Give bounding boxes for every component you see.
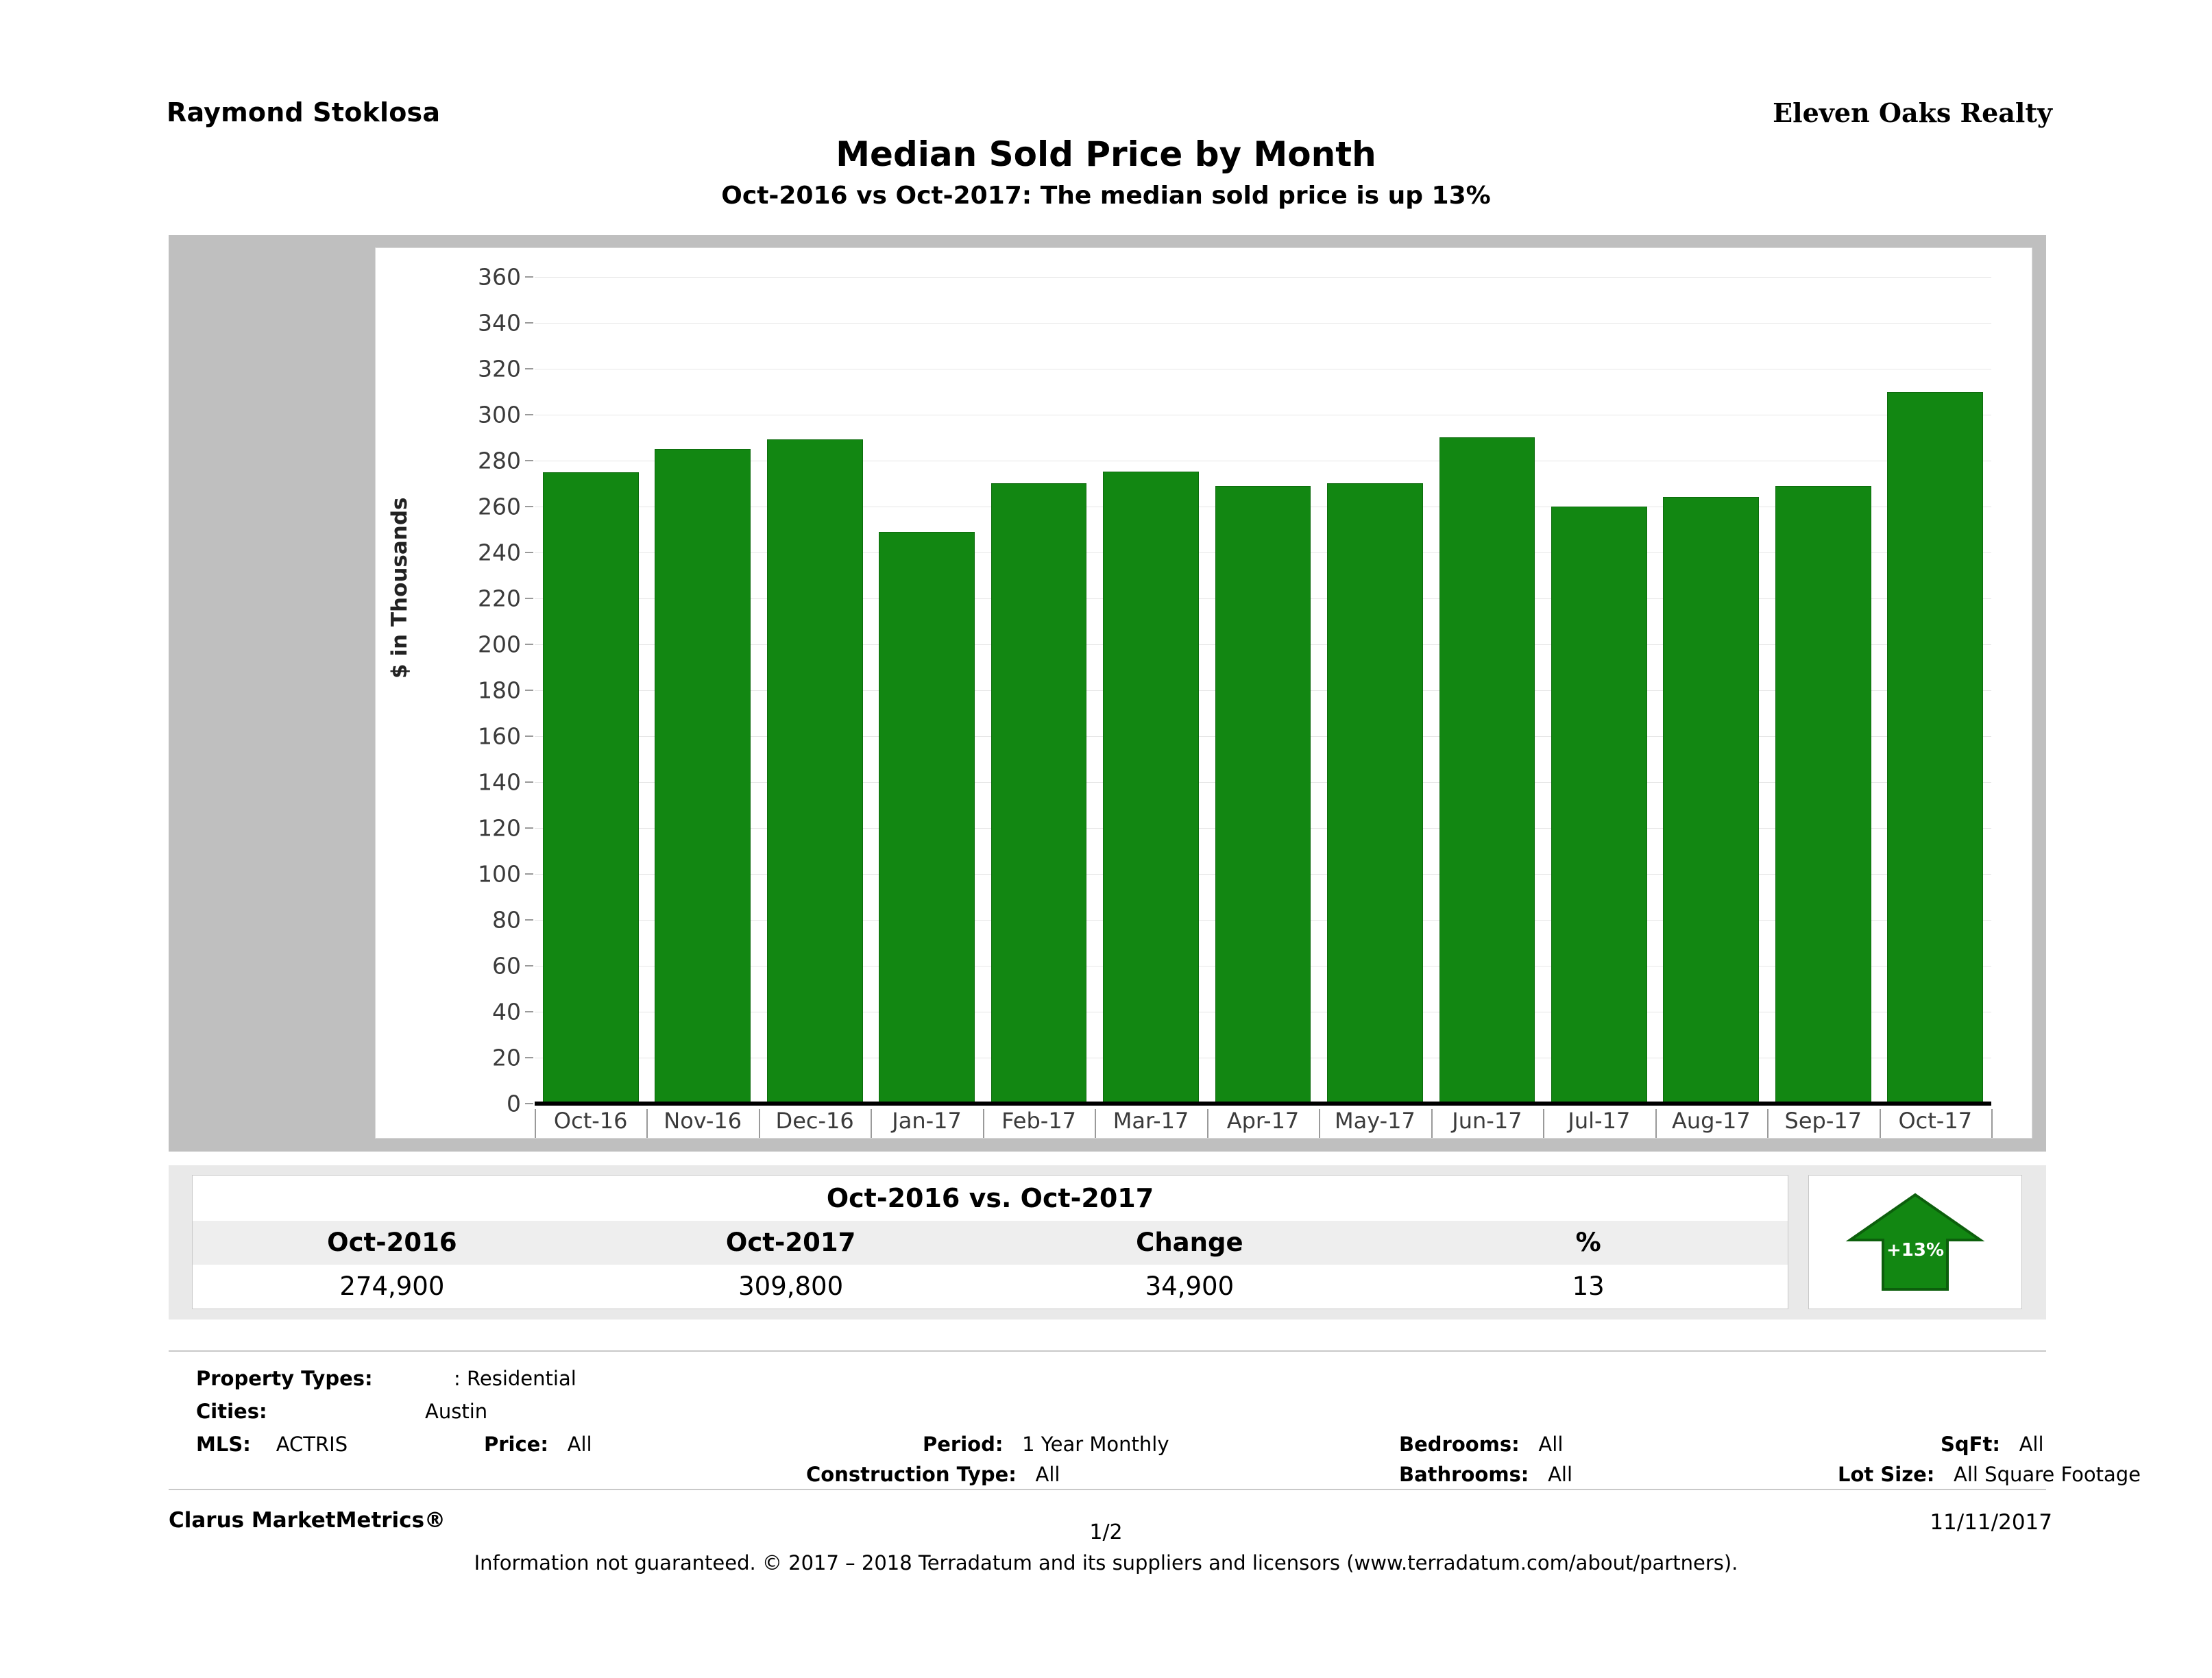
x-tick-separator [1207, 1109, 1208, 1138]
y-tick-label: 300 [478, 401, 521, 428]
bar [1103, 472, 1199, 1104]
bar [1663, 497, 1759, 1104]
criteria-property-types [196, 1367, 576, 1390]
y-tick-label: 340 [478, 309, 521, 337]
x-tick-label: Nov-16 [664, 1108, 742, 1134]
comparison-value-row [193, 1265, 1788, 1309]
x-tick-label: Oct-16 [553, 1108, 628, 1134]
bar [991, 483, 1087, 1104]
y-tick-label: 80 [492, 906, 521, 934]
criteria-bedrooms-label: Bedrooms: [1399, 1433, 1520, 1456]
y-axis-title: $ in Thousands [387, 497, 412, 679]
y-tick-mark [525, 690, 533, 691]
x-tick-label: Oct-17 [1898, 1108, 1973, 1134]
criteria-property-types-label: Property Types: [196, 1367, 373, 1390]
y-tick-label: 200 [478, 631, 521, 658]
y-tick-label: 120 [478, 814, 521, 842]
y-tick-mark [525, 919, 533, 921]
criteria-sqft-label: SqFt: [1941, 1433, 2000, 1456]
y-axis-tick-labels [411, 254, 528, 1117]
comparison-header-row [193, 1221, 1788, 1265]
y-tick-label: 100 [478, 860, 521, 888]
x-tick-label: Dec-16 [775, 1108, 854, 1134]
x-tick-separator [646, 1109, 648, 1138]
comparison-column-header: % [1575, 1228, 1601, 1257]
comparison-value-cell: 309,800 [738, 1272, 844, 1301]
y-tick-mark [525, 827, 533, 829]
criteria-bathrooms-label: Bathrooms: [1399, 1463, 1529, 1486]
x-tick-separator [1655, 1109, 1657, 1138]
comparison-title: Oct-2016 vs. Oct-2017 [193, 1176, 1788, 1221]
x-tick-label: Jan-17 [892, 1108, 962, 1134]
footer-brand: Clarus MarketMetrics® [169, 1508, 446, 1533]
y-tick-label: 240 [478, 539, 521, 566]
y-tick-mark [525, 873, 533, 875]
criteria-period-value: 1 Year Monthly [1022, 1433, 1169, 1456]
y-tick-label: 280 [478, 447, 521, 474]
criteria-sqft [1941, 1433, 2044, 1456]
y-tick-label: 220 [478, 585, 521, 612]
y-tick-mark [525, 276, 533, 278]
y-tick-mark [525, 644, 533, 645]
brokerage-name: Eleven Oaks Realty [1773, 97, 2052, 128]
comparison-panel [169, 1165, 2046, 1320]
x-tick-label: Jul-17 [1568, 1108, 1631, 1134]
bar [1439, 437, 1535, 1104]
criteria-lot-size-label: Lot Size: [1838, 1463, 1935, 1486]
y-tick-mark [525, 460, 533, 461]
y-tick-label: 140 [478, 768, 521, 796]
x-tick-separator [871, 1109, 872, 1138]
y-tick-mark [525, 368, 533, 369]
bar [1215, 486, 1311, 1104]
criteria-period-label: Period: [923, 1433, 1004, 1456]
bar [879, 532, 975, 1104]
footer-date: 11/11/2017 [1930, 1510, 2052, 1535]
x-tick-label: Apr-17 [1226, 1108, 1300, 1134]
x-tick-label: Mar-17 [1113, 1108, 1189, 1134]
y-tick-mark [525, 781, 533, 783]
criteria-price [484, 1433, 592, 1456]
y-tick-label: 60 [492, 952, 521, 980]
x-axis-line [535, 1102, 1991, 1106]
x-tick-label: Sep-17 [1784, 1108, 1862, 1134]
y-tick-mark [525, 1103, 533, 1104]
x-tick-separator [1431, 1109, 1433, 1138]
x-tick-label: Jun-17 [1452, 1108, 1522, 1134]
criteria-lot-size-value: All Square Footage [1954, 1463, 2141, 1486]
y-tick-mark [525, 965, 533, 966]
criteria-lot-size [1838, 1463, 2141, 1486]
y-tick-mark [525, 598, 533, 599]
bar [1887, 392, 1983, 1104]
comparison-table [192, 1175, 1788, 1309]
page-title: Median Sold Price by Month [836, 134, 1376, 174]
criteria-bathrooms-value: All [1548, 1463, 1573, 1486]
y-tick-mark [525, 1057, 533, 1058]
bar [1327, 483, 1423, 1104]
y-tick-mark [525, 506, 533, 507]
x-tick-label: Aug-17 [1671, 1108, 1751, 1134]
criteria-bedrooms-value: All [1538, 1433, 1564, 1456]
search-criteria [169, 1350, 2141, 1490]
y-tick-label: 160 [478, 722, 521, 750]
criteria-property-types-value: : Residential [454, 1367, 576, 1390]
agent-name: Raymond Stoklosa [167, 97, 441, 127]
comparison-value-cell: 274,900 [339, 1272, 445, 1301]
comparison-value-cell: 13 [1572, 1272, 1605, 1301]
comparison-value-cell: 34,900 [1145, 1272, 1235, 1301]
y-tick-mark [525, 735, 533, 737]
x-tick-separator [1095, 1109, 1096, 1138]
x-tick-label: Feb-17 [1001, 1108, 1077, 1134]
criteria-sqft-value: All [2019, 1433, 2044, 1456]
comparison-column-header: Oct-2017 [725, 1228, 856, 1257]
criteria-mls-label: MLS: [196, 1433, 251, 1456]
y-tick-mark [525, 414, 533, 415]
y-tick-label: 20 [492, 1044, 521, 1071]
y-tick-mark [525, 552, 533, 553]
y-tick-label: 320 [478, 355, 521, 382]
criteria-period [923, 1433, 1169, 1456]
change-badge-label: +13% [1886, 1239, 1945, 1261]
x-tick-separator [1543, 1109, 1544, 1138]
y-tick-label: 180 [478, 677, 521, 704]
y-tick-mark [525, 1011, 533, 1012]
change-badge [1808, 1175, 2022, 1309]
criteria-cities-value: Austin [425, 1400, 488, 1423]
criteria-cities [196, 1400, 487, 1423]
criteria-construction-type [806, 1463, 1060, 1486]
criteria-bedrooms [1399, 1433, 1563, 1456]
bar [655, 449, 751, 1104]
x-tick-label: May-17 [1335, 1108, 1415, 1134]
criteria-price-value: All [567, 1433, 592, 1456]
comparison-column-header: Change [1136, 1228, 1243, 1257]
y-tick-mark [525, 322, 533, 324]
x-axis-tick-labels [535, 1108, 1991, 1149]
footer-page-number: 1/2 [1089, 1520, 1123, 1544]
y-tick-label: 360 [478, 263, 521, 290]
bar [543, 472, 639, 1104]
bar [767, 439, 863, 1104]
criteria-cities-label: Cities: [196, 1400, 267, 1423]
bar [1551, 507, 1647, 1104]
criteria-price-label: Price: [484, 1433, 548, 1456]
criteria-construction-type-value: All [1035, 1463, 1060, 1486]
comparison-column-header: Oct-2016 [327, 1228, 457, 1257]
x-tick-separator [535, 1109, 536, 1138]
bar-chart-plot [535, 254, 1991, 1104]
y-tick-label: 260 [478, 493, 521, 520]
x-tick-separator [983, 1109, 984, 1138]
x-tick-separator [1319, 1109, 1320, 1138]
y-tick-label: 0 [507, 1090, 521, 1117]
x-tick-separator [759, 1109, 760, 1138]
x-tick-separator [1880, 1109, 1881, 1138]
page-subtitle: Oct-2016 vs Oct-2017: The median sold price is up 13% [721, 182, 1491, 210]
y-tick-label: 40 [492, 998, 521, 1025]
criteria-mls [196, 1433, 348, 1456]
x-tick-separator [1767, 1109, 1769, 1138]
x-tick-separator [1991, 1109, 1993, 1138]
criteria-mls-value: ACTRIS [276, 1433, 348, 1456]
bar [1775, 486, 1871, 1104]
bar-series [535, 254, 1991, 1104]
criteria-bathrooms [1399, 1463, 1572, 1486]
criteria-construction-type-label: Construction Type: [806, 1463, 1017, 1486]
footer-disclaimer: Information not guaranteed. © 2017 – 2018 Terradatum and its suppliers and licensors (www.terradatum.com/about/partners). [474, 1551, 1738, 1574]
